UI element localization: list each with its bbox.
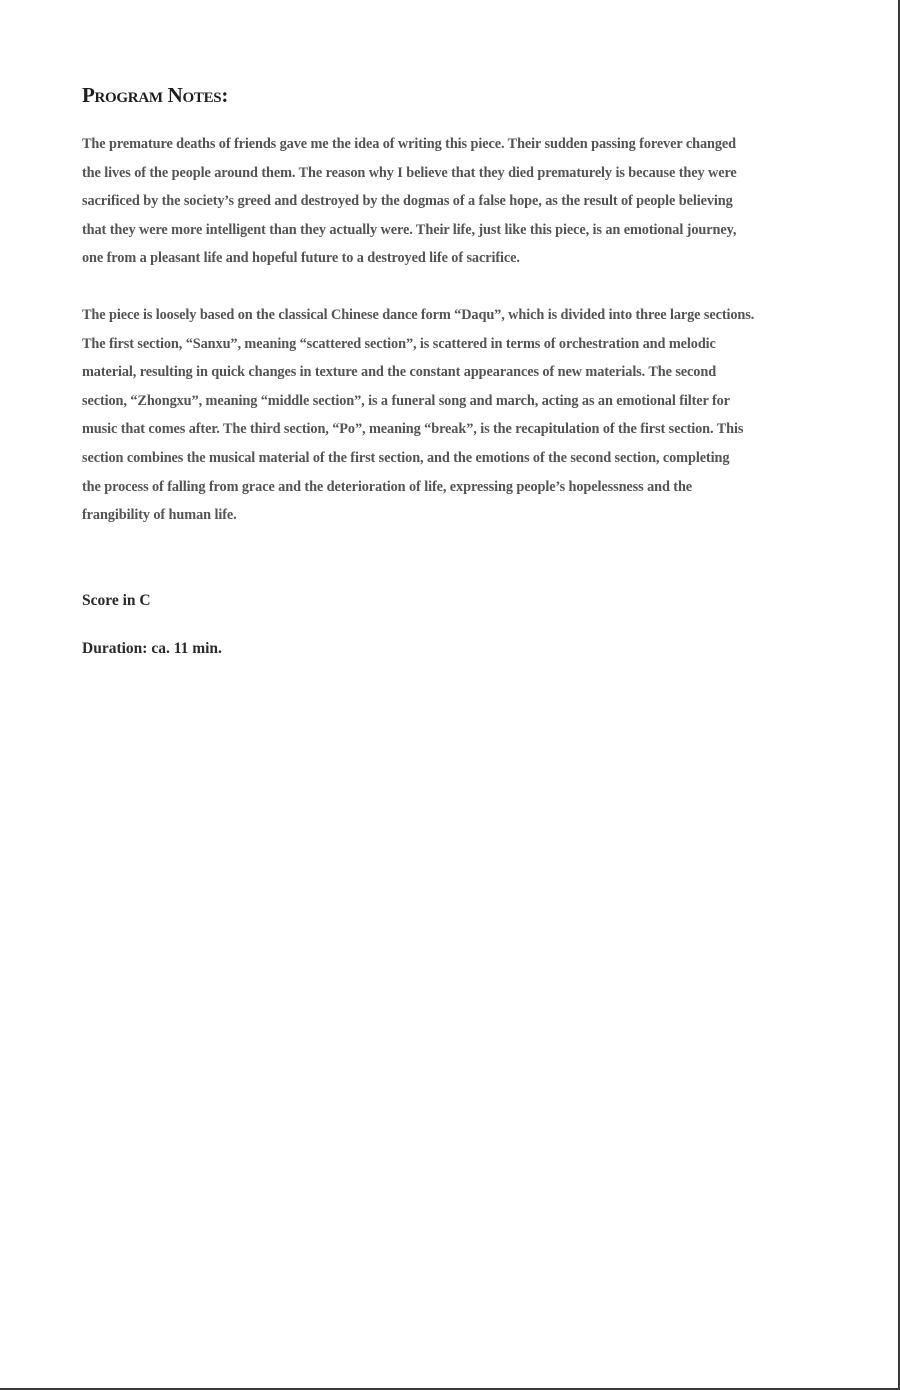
text-line: the process of falling from grace and the deterioration of life, expressing people’s hopelessness and the xyxy=(82,478,693,495)
text-line: sacrificed by the society’s greed and destroyed by the dogmas of a false hope, as the result of people believing xyxy=(82,193,733,210)
text-line: frangibility of human life. xyxy=(82,507,237,524)
text-line: material, resulting in quick changes in texture and the constant appearances of new materials. The second xyxy=(82,364,717,381)
text-line: The premature deaths of friends gave me the idea of writing this piece. Their sudden passing forever changed xyxy=(82,136,737,152)
text-line: the lives of the people around them. The reason why I believe that they died prematurely is because they were xyxy=(82,164,737,181)
duration-label: Duration: ca. 11 min. xyxy=(82,639,222,657)
text-line: that they were more intelligent than they actually were. Their life, just like this piece, is an emotional journey, xyxy=(82,221,737,238)
text-line: section, “Zhongxu”, meaning “middle section”, is a funeral song and march, acting as an emotional filter for xyxy=(82,392,730,409)
text-line: music that comes after. The third section, “Po”, meaning “break”, is the recapitulation of the first section. This xyxy=(82,421,744,438)
text-line: one from a pleasant life and hopeful future to a destroyed life of sacrifice. xyxy=(82,250,520,267)
page-content xyxy=(82,82,827,659)
score-label: Score in C xyxy=(82,591,151,609)
program-notes-heading: Program Notes: xyxy=(82,83,229,107)
program-notes-paragraph-2 xyxy=(82,301,827,530)
text-line: section combines the musical material of the first section, and the emotions of the second section, completing xyxy=(82,449,730,466)
text-line: The piece is loosely based on the classical Chinese dance form “Daqu”, which is divided into three large sections. xyxy=(82,306,755,323)
program-notes-paragraph-1 xyxy=(82,130,827,273)
text-line: The first section, “Sanxu”, meaning “scattered section”, is scattered in terms of orchestration and melodic xyxy=(82,335,716,352)
